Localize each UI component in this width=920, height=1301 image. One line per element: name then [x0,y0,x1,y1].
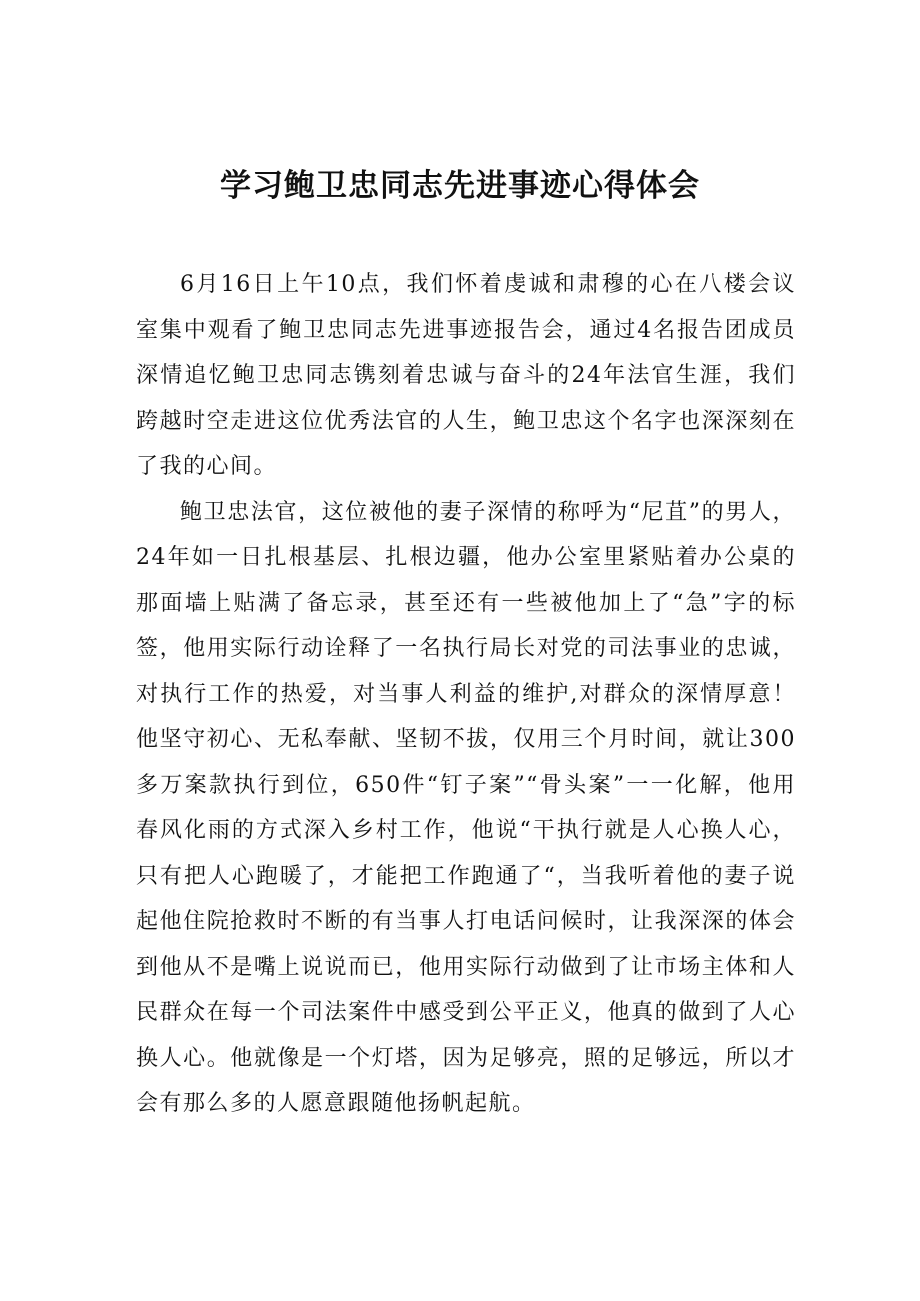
document-title: 学习鲍卫忠同志先进事迹心得体会 [220,168,700,204]
paragraph-2: 鲍卫忠法官，这位被他的妻子深情的称呼为“尼苴”的男人，24年如一日扎根基层、扎根边疆，他办公室里紧贴着办公桌的那面墙上贴满了备忘录，甚至还有一些被他加上了“急”字的标签，他用实际行动诠释了一名执行局长对党的司法事业的忠诚，对执行工作的热爱，对当事人利益的维护,对群众的深情厚意！他坚守初心、无私奉献、坚韧不拔，仅用三个月时间，就让300多万案款执行到位，650件“钉子案”“骨头案”一一化解，他用春风化雨的方式深入乡村工作，他说“干执行就是人心换人心，只有把人心跑暖了，才能把工作跑通了“，当我听着他的妻子说起他住院抢救时不断的有当事人打电话问候时，让我深深的体会到他从不是嘴上说说而已，他用实际行动做到了让市场主体和人民群众在每一个司法案件中感受到公平正义，他真的做到了人心换人心。他就像是一个灯塔，因为足够亮，照的足够远，所以才会有那么多的人愿意跟随他扬帆起航。 [136,499,796,1116]
document-body [136,262,796,1127]
paragraph-1: 6月16日上午10点，我们怀着虔诚和肃穆的心在八楼会议室集中观看了鲍卫忠同志先进事迹报告会，通过4名报告团成员深情追忆鲍卫忠同志镌刻着忠诚与奋斗的24年法官生涯，我们跨越时空走进这位优秀法官的人生，鲍卫忠这个名字也深深刻在了我的心间。 [136,272,796,479]
